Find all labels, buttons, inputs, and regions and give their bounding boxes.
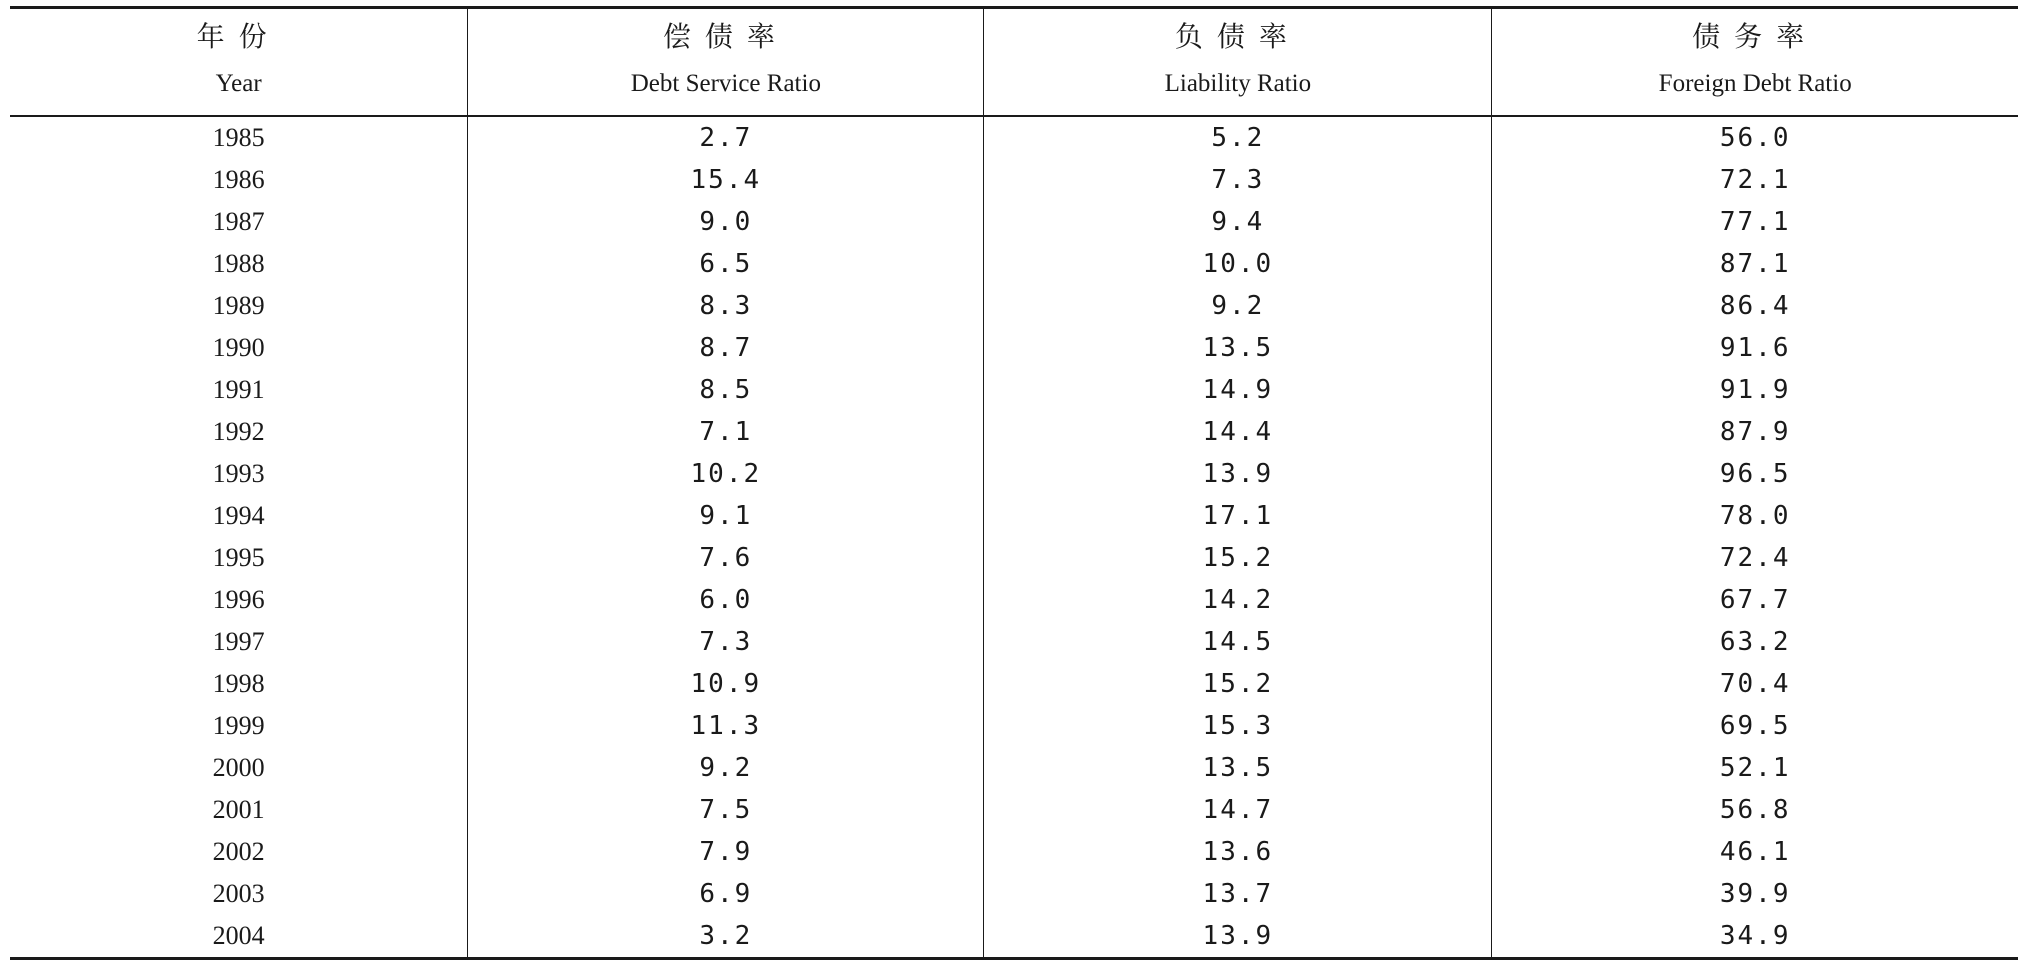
year-cell: 1986: [212, 165, 265, 194]
header-liability-ratio-zh: 负债率: [984, 8, 1492, 59]
liability-ratio-cell: 10.0: [984, 243, 1492, 285]
table-row: [10, 831, 2018, 873]
year-cell: 2003: [212, 879, 265, 908]
table-row: [10, 116, 2018, 159]
debt-service-ratio-cell: 6.0: [468, 579, 984, 621]
table-row: [10, 705, 2018, 747]
liability-ratio-cell: 14.4: [984, 411, 1492, 453]
table-row: [10, 537, 2018, 579]
debt-service-ratio-cell: 11.3: [468, 705, 984, 747]
liability-ratio-cell: 15.3: [984, 705, 1492, 747]
year-cell: 1993: [212, 459, 265, 488]
year-cell: 1995: [212, 543, 265, 572]
foreign-debt-ratio-cell: 52.1: [1492, 747, 2018, 789]
header-debt-service-ratio-zh: 偿债率: [468, 8, 984, 59]
liability-ratio-cell: 14.9: [984, 369, 1492, 411]
debt-service-ratio-cell: 8.5: [468, 369, 984, 411]
foreign-debt-ratio-cell: 69.5: [1492, 705, 2018, 747]
liability-ratio-cell: 13.9: [984, 915, 1492, 959]
foreign-debt-ratio-cell: 72.1: [1492, 159, 2018, 201]
year-cell: 1990: [212, 333, 265, 362]
debt-service-ratio-cell: 3.2: [468, 915, 984, 959]
header-year-en: Year: [10, 58, 468, 116]
foreign-debt-ratio-cell: 70.4: [1492, 663, 2018, 705]
debt-service-ratio-cell: 9.2: [468, 747, 984, 789]
debt-service-ratio-cell: 10.2: [468, 453, 984, 495]
year-cell: 1987: [212, 207, 265, 236]
foreign-debt-ratio-cell: 91.6: [1492, 327, 2018, 369]
foreign-debt-ratio-cell: 87.9: [1492, 411, 2018, 453]
year-cell: 1988: [212, 249, 265, 278]
debt-service-ratio-cell: 9.1: [468, 495, 984, 537]
debt-service-ratio-cell: 6.5: [468, 243, 984, 285]
year-cell: 2001: [212, 795, 265, 824]
year-cell: 1992: [212, 417, 265, 446]
liability-ratio-cell: 15.2: [984, 537, 1492, 579]
foreign-debt-ratio-cell: 96.5: [1492, 453, 2018, 495]
table-row: [10, 369, 2018, 411]
foreign-debt-ratio-cell: 78.0: [1492, 495, 2018, 537]
foreign-debt-ratio-cell: 72.4: [1492, 537, 2018, 579]
liability-ratio-cell: 14.5: [984, 621, 1492, 663]
debt-service-ratio-cell: 7.5: [468, 789, 984, 831]
table-body: [10, 116, 2018, 959]
liability-ratio-cell: 17.1: [984, 495, 1492, 537]
table-row: [10, 747, 2018, 789]
liability-ratio-cell: 13.7: [984, 873, 1492, 915]
debt-service-ratio-cell: 7.3: [468, 621, 984, 663]
year-cell: 1996: [212, 585, 265, 614]
liability-ratio-cell: 7.3: [984, 159, 1492, 201]
debt-service-ratio-cell: 8.7: [468, 327, 984, 369]
foreign-debt-ratio-cell: 39.9: [1492, 873, 2018, 915]
header-foreign-debt-ratio-en: Foreign Debt Ratio: [1492, 58, 2018, 116]
foreign-debt-ratio-cell: 56.8: [1492, 789, 2018, 831]
foreign-debt-ratio-cell: 86.4: [1492, 285, 2018, 327]
header-row-english: [10, 58, 2018, 116]
table-row: [10, 915, 2018, 959]
header-foreign-debt-ratio-zh: 债务率: [1492, 8, 2018, 59]
table-row: [10, 159, 2018, 201]
table-row: [10, 285, 2018, 327]
table-row: [10, 243, 2018, 285]
debt-service-ratio-cell: 7.6: [468, 537, 984, 579]
header-row-chinese: [10, 8, 2018, 59]
debt-service-ratio-cell: 8.3: [468, 285, 984, 327]
table-row: [10, 873, 2018, 915]
debt-service-ratio-cell: 15.4: [468, 159, 984, 201]
foreign-debt-ratio-cell: 67.7: [1492, 579, 2018, 621]
debt-ratio-table: [10, 6, 2018, 960]
foreign-debt-ratio-cell: 87.1: [1492, 243, 2018, 285]
year-cell: 1991: [212, 375, 265, 404]
liability-ratio-cell: 9.2: [984, 285, 1492, 327]
foreign-debt-ratio-cell: 46.1: [1492, 831, 2018, 873]
liability-ratio-cell: 15.2: [984, 663, 1492, 705]
year-cell: 1998: [212, 669, 265, 698]
year-cell: 1989: [212, 291, 265, 320]
table-row: [10, 453, 2018, 495]
foreign-debt-ratio-cell: 91.9: [1492, 369, 2018, 411]
foreign-debt-ratio-cell: 63.2: [1492, 621, 2018, 663]
table-row: [10, 411, 2018, 453]
debt-ratio-table-container: [10, 6, 2018, 960]
table-row: [10, 621, 2018, 663]
liability-ratio-cell: 9.4: [984, 201, 1492, 243]
year-cell: 1999: [212, 711, 265, 740]
debt-service-ratio-cell: 2.7: [468, 116, 984, 159]
year-cell: 1997: [212, 627, 265, 656]
foreign-debt-ratio-cell: 77.1: [1492, 201, 2018, 243]
year-cell: 1985: [212, 123, 265, 152]
foreign-debt-ratio-cell: 56.0: [1492, 116, 2018, 159]
year-cell: 1994: [212, 501, 265, 530]
debt-service-ratio-cell: 9.0: [468, 201, 984, 243]
debt-service-ratio-cell: 7.1: [468, 411, 984, 453]
foreign-debt-ratio-cell: 34.9: [1492, 915, 2018, 959]
table-row: [10, 495, 2018, 537]
liability-ratio-cell: 5.2: [984, 116, 1492, 159]
table-row: [10, 789, 2018, 831]
liability-ratio-cell: 13.5: [984, 327, 1492, 369]
liability-ratio-cell: 14.7: [984, 789, 1492, 831]
table-row: [10, 327, 2018, 369]
liability-ratio-cell: 13.9: [984, 453, 1492, 495]
year-cell: 2000: [212, 753, 265, 782]
header-liability-ratio-en: Liability Ratio: [984, 58, 1492, 116]
table-row: [10, 663, 2018, 705]
debt-service-ratio-cell: 7.9: [468, 831, 984, 873]
table-row: [10, 579, 2018, 621]
year-cell: 2002: [212, 837, 265, 866]
year-cell: 2004: [10, 915, 468, 959]
liability-ratio-cell: 13.6: [984, 831, 1492, 873]
debt-service-ratio-cell: 10.9: [468, 663, 984, 705]
liability-ratio-cell: 13.5: [984, 747, 1492, 789]
header-year-zh: 年份: [10, 8, 468, 59]
debt-service-ratio-cell: 6.9: [468, 873, 984, 915]
table-row: [10, 201, 2018, 243]
header-debt-service-ratio-en: Debt Service Ratio: [468, 58, 984, 116]
table-header: [10, 8, 2018, 117]
liability-ratio-cell: 14.2: [984, 579, 1492, 621]
